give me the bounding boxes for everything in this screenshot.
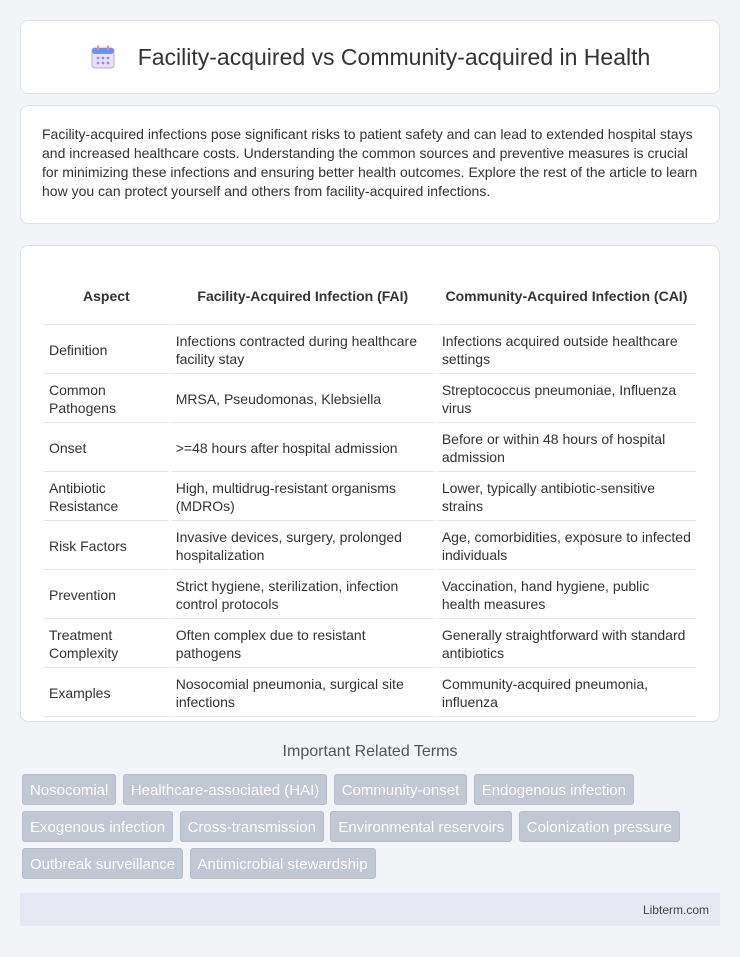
tag-environmental-reservoirs[interactable]: Environmental reservoirs [330,811,512,842]
row-aspect: Treatment Complexity [44,621,169,668]
row-fai: Infections contracted during healthcare facility stay [171,327,435,374]
comparison-table [42,266,698,719]
table-row [44,327,696,374]
row-cai: Before or within 48 hours of hospital admission [437,425,696,472]
row-cai: Generally straightforward with standard antibiotics [437,621,696,668]
table-row [44,376,696,423]
table-header-row [44,268,696,325]
row-fai: MRSA, Pseudomonas, Klebsiella [171,376,435,423]
row-aspect: Common Pathogens [44,376,169,423]
tag-cross-transmission[interactable]: Cross-transmission [180,811,324,842]
table-row [44,621,696,668]
intro-card [20,105,720,224]
tag-exogenous-infection[interactable]: Exogenous infection [22,811,173,842]
table-row [44,425,696,472]
comparison-table-card [20,245,720,722]
row-fai: Nosocomial pneumonia, surgical site infections [171,670,435,717]
tag-endogenous-infection[interactable]: Endogenous infection [474,774,634,805]
row-cai: Age, comorbidities, exposure to infected individuals [437,523,696,570]
row-cai: Vaccination, hand hygiene, public health measures [437,572,696,619]
row-aspect: Risk Factors [44,523,169,570]
tag-colonization-pressure[interactable]: Colonization pressure [519,811,680,842]
tag-outbreak-surveillance[interactable]: Outbreak surveillance [22,848,183,879]
table-row [44,474,696,521]
related-terms-title: Important Related Terms [282,743,458,760]
table-row [44,572,696,619]
row-cai: Streptococcus pneumoniae, Influenza virus [437,376,696,423]
header-card [20,20,720,94]
row-fai: High, multidrug-resistant organisms (MDROs) [171,474,435,521]
row-aspect: Definition [44,327,169,374]
intro-text: Facility-acquired infections pose significant risks to patient safety and can lead to extended hospital stays and increased healthcare costs. Understanding the common sources and preventive measures is crucial for minimizing these infections and ensuring better health outcomes. Explore the rest of the article to learn how you can protect yourself and others from facility-acquired infections. [42,126,698,199]
footer [20,893,720,926]
header-cai: Community-Acquired Infection (CAI) [437,268,696,325]
row-cai: Community-acquired pneumonia, influenza [437,670,696,717]
row-aspect: Antibiotic Resistance [44,474,169,521]
row-fai: Invasive devices, surgery, prolonged hospitalization [171,523,435,570]
header-fai: Facility-Acquired Infection (FAI) [171,268,435,325]
page-title: Facility-acquired vs Community-acquired in Health [137,43,651,70]
row-fai: Strict hygiene, sterilization, infection control protocols [171,572,435,619]
tag-antimicrobial-stewardship[interactable]: Antimicrobial stewardship [190,848,376,879]
related-terms-list [22,774,722,885]
table-row [44,670,696,717]
tag-nosocomial[interactable]: Nosocomial [22,774,116,805]
tag-healthcare-associated[interactable]: Healthcare-associated (HAI) [123,774,327,805]
tag-community-onset[interactable]: Community-onset [334,774,468,805]
calendar-icon [90,44,116,70]
row-cai: Infections acquired outside healthcare settings [437,327,696,374]
row-aspect: Examples [44,670,169,717]
row-aspect: Onset [44,425,169,472]
footer-site-link[interactable]: Libterm.com [642,902,709,917]
row-cai: Lower, typically antibiotic-sensitive strains [437,474,696,521]
row-fai: >=48 hours after hospital admission [171,425,435,472]
row-aspect: Prevention [44,572,169,619]
header-aspect: Aspect [44,268,169,325]
row-fai: Often complex due to resistant pathogens [171,621,435,668]
table-row [44,523,696,570]
